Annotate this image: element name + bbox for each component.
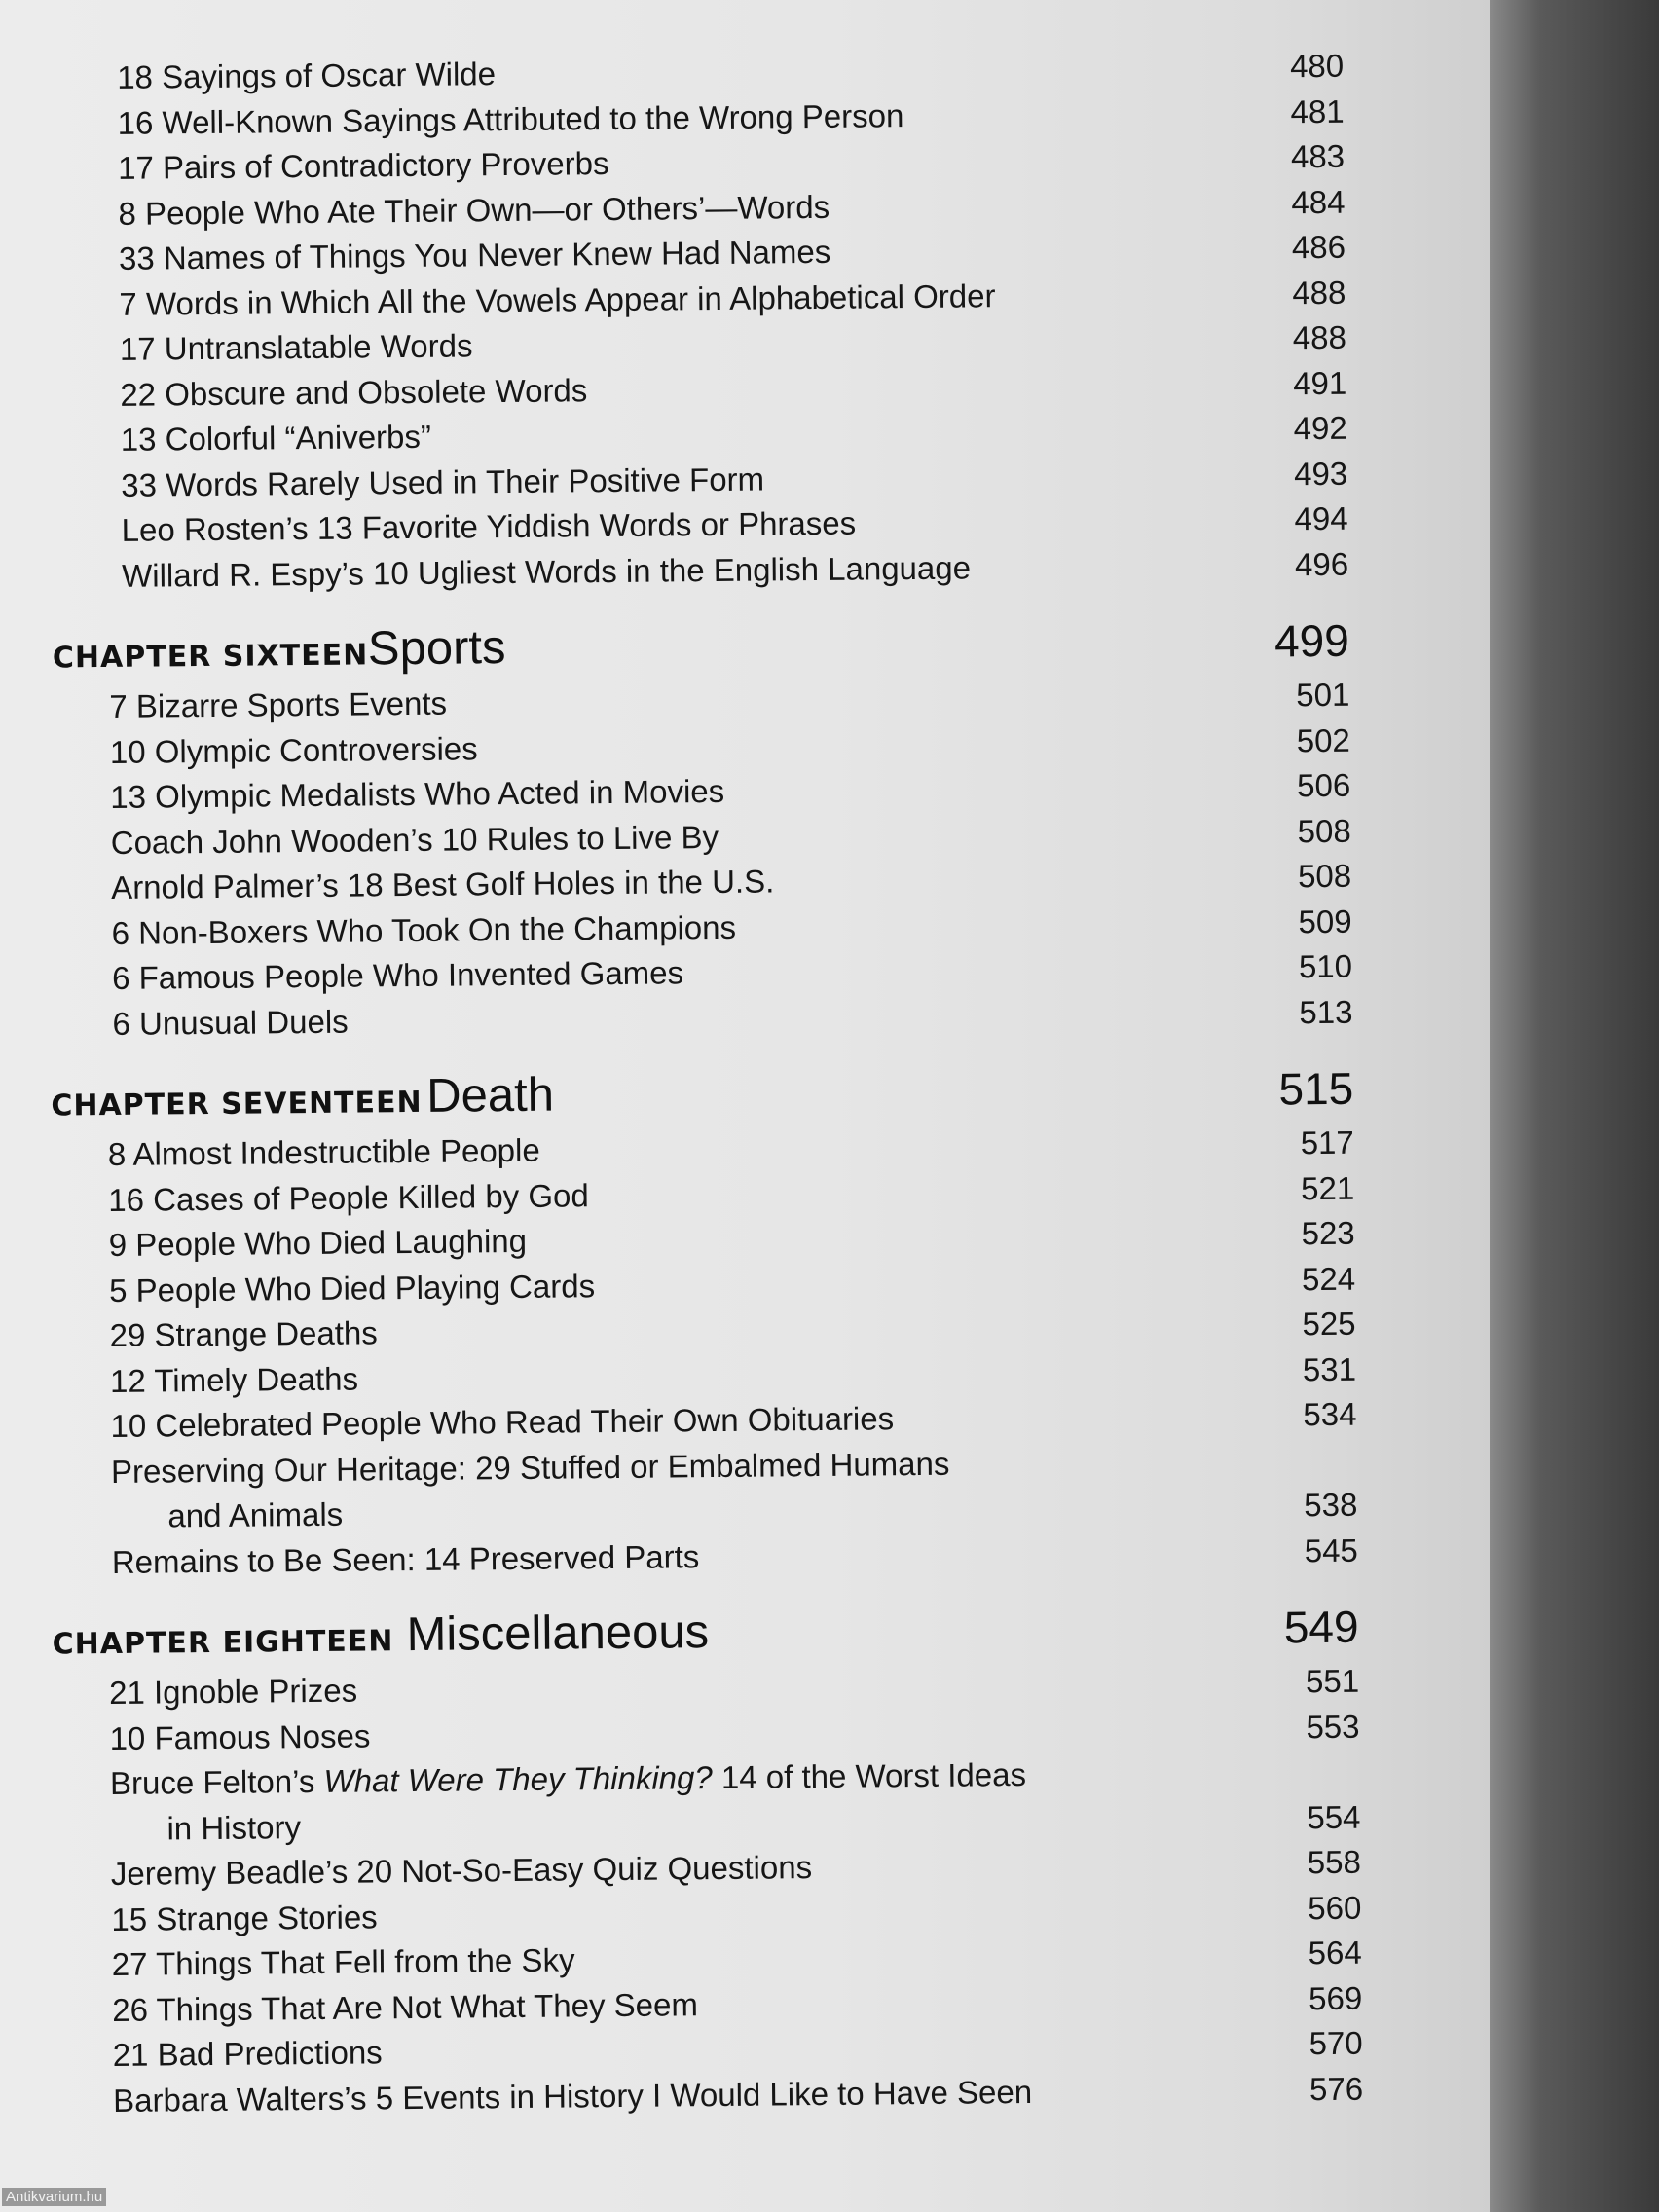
entry-page-number: 558 [1307, 1843, 1362, 1881]
entry-title: 17 Pairs of Contradictory Proverbs [117, 145, 609, 186]
entry-page-number: 508 [1297, 857, 1352, 895]
entry-page-number: 486 [1291, 228, 1346, 266]
entry-page-number: 523 [1301, 1214, 1355, 1252]
table-of-contents [0, 44, 1363, 2124]
entry-title: 33 Words Rarely Used in Their Positive Form [121, 460, 765, 503]
entry-title: 5 People Who Died Playing Cards [108, 1267, 596, 1309]
entry-page-number: 576 [1309, 2070, 1364, 2107]
entry-page-number: 484 [1291, 183, 1346, 220]
entry-title: 12 Timely Deaths [109, 1360, 359, 1399]
entry-title: 7 Words in Which All the Vowels Appear in Alphabetical Order [119, 276, 996, 322]
entry-title: 16 Cases of People Killed by God [108, 1176, 589, 1218]
entry-page-number: 496 [1294, 545, 1349, 582]
chapter-label: CHAPTER SEVENTEEN [51, 1085, 423, 1124]
entry-title: Jeremy Beadle’s 20 Not-So-Easy Quiz Questions [110, 1849, 813, 1892]
entry-page-number: 481 [1290, 92, 1345, 129]
entry-title: 21 Ignoble Prizes [108, 1672, 358, 1712]
entry-page-number: 517 [1300, 1124, 1354, 1161]
entry-title: Preserving Our Heritage: 29 Stuffed or Embalmed Humans [110, 1445, 950, 1490]
entry-page-number: 569 [1308, 1979, 1363, 2016]
watermark: Antikvarium.hu [2, 2188, 106, 2206]
chapter-title: Death [426, 1068, 555, 1123]
entry-page-number: 508 [1297, 812, 1351, 849]
entry-page-number: 483 [1290, 137, 1346, 175]
chapter-label: CHAPTER SIXTEEN [52, 638, 369, 676]
entry-title: 15 Strange Stories [111, 1898, 378, 1937]
entry-title: 10 Famous Noses [109, 1716, 371, 1756]
entry-title: 6 Famous People Who Invented Games [111, 954, 684, 996]
book-title-italic: What Were They Thinking? [323, 1759, 713, 1799]
entry-title: 7 Bizarre Sports Events [109, 684, 448, 724]
entry-page-number: 502 [1296, 721, 1350, 758]
section-chapter-seventeen-entries [11, 1121, 1358, 1586]
entry-page-number: 564 [1308, 1934, 1362, 1972]
entry-page-number: 513 [1299, 993, 1353, 1030]
entry-title: 13 Colorful “Aniverbs” [120, 418, 432, 458]
chapter-page-number: 499 [1273, 614, 1350, 667]
entry-page-number: 509 [1298, 903, 1352, 940]
entry-title: Barbara Walters’s 5 Events in History I Would Like to Have Seen [112, 2073, 1033, 2119]
chapter-title: Sports [367, 621, 506, 676]
entry-page-number: 531 [1302, 1350, 1357, 1387]
entry-title: 17 Untranslatable Words [119, 327, 473, 367]
entry-page-number: 492 [1293, 409, 1347, 447]
chapter-title: Miscellaneous [406, 1605, 710, 1662]
entry-page-number: 560 [1308, 1889, 1362, 1926]
entry-page-number: 534 [1303, 1395, 1357, 1433]
entry-title: 21 Bad Predictions [112, 2034, 383, 2073]
entry-page-number: 525 [1302, 1305, 1356, 1343]
entry-title: 33 Names of Things You Never Knew Had Names [118, 233, 831, 276]
entry-page-number: 480 [1289, 47, 1345, 85]
chapter-page-number: 549 [1283, 1601, 1359, 1653]
chapter-label: CHAPTER EIGHTEEN [52, 1624, 394, 1662]
binding-shadow [1490, 0, 1659, 2212]
entry-title: 9 People Who Died Laughing [108, 1222, 528, 1263]
entry-page-number: 488 [1292, 318, 1347, 356]
entry-page-number: 510 [1298, 947, 1353, 985]
entry-page-number: 494 [1294, 499, 1348, 537]
entry-title: 10 Olympic Controversies [109, 729, 478, 770]
entry-title: 10 Celebrated People Who Read Their Own Obituaries [110, 1400, 895, 1444]
entry-title: 6 Non-Boxers Who Took On the Champions [111, 908, 737, 951]
entry-page-number: 545 [1304, 1531, 1358, 1568]
entry-page-number: 551 [1305, 1662, 1360, 1700]
entry-title: 27 Things That Fell from the Sky [111, 1941, 575, 1982]
entry-title: Remains to Be Seen: 14 Preserved Parts [111, 1537, 700, 1580]
entry-title: 16 Well-Known Sayings Attributed to the Wrong Person [117, 96, 904, 141]
entry-title: 8 People Who Ate Their Own—or Others’—Words [118, 188, 830, 232]
entry-page-number: 521 [1300, 1169, 1355, 1206]
entry-title: 26 Things That Are Not What They Seem [112, 1985, 699, 2028]
entry-title: Arnold Palmer’s 18 Best Golf Holes in the U.S. [111, 863, 775, 905]
entry-title: 6 Unusual Duels [112, 1003, 349, 1042]
entry-page-number: 488 [1292, 274, 1346, 311]
entry-title: Bruce Felton’s What Were They Thinking? 14 of the Worst Ideas [109, 1755, 1027, 1801]
entry-title: in History [166, 1808, 302, 1846]
entry-page-number: 554 [1307, 1798, 1361, 1835]
entry-title: 8 Almost Indestructible People [107, 1131, 540, 1172]
entry-title: 29 Strange Deaths [109, 1314, 378, 1353]
entry-title: 13 Olympic Medalists Who Acted in Movies [110, 772, 725, 815]
entry-page-number: 506 [1297, 766, 1351, 804]
entry-page-number: 501 [1296, 676, 1350, 714]
entry-title: 22 Obscure and Obsolete Words [120, 371, 588, 413]
entry-page-number: 570 [1309, 2024, 1363, 2062]
entry-title: 18 Sayings of Oscar Wilde [117, 55, 497, 95]
chapter-page-number: 515 [1278, 1062, 1354, 1115]
entry-title: Willard R. Espy’s 10 Ugliest Words in the English Language [121, 548, 972, 594]
entry-page-number: 491 [1293, 364, 1347, 401]
entry-page-number: 493 [1293, 455, 1348, 492]
section-chapter-eighteen-entries [16, 1659, 1363, 2124]
entry-page-number: 553 [1306, 1708, 1360, 1745]
entry-title: and Animals [167, 1495, 344, 1534]
entry-title: Coach John Wooden’s 10 Rules to Live By [110, 818, 719, 861]
entry-title: Leo Rosten’s 13 Favorite Yiddish Words or Phrases [121, 504, 857, 548]
entry-page-number: 538 [1304, 1486, 1358, 1524]
section-chapter-fifteen-entries [0, 44, 1348, 600]
section-chapter-sixteen-entries [6, 673, 1353, 1048]
entry-page-number: 524 [1301, 1260, 1356, 1297]
